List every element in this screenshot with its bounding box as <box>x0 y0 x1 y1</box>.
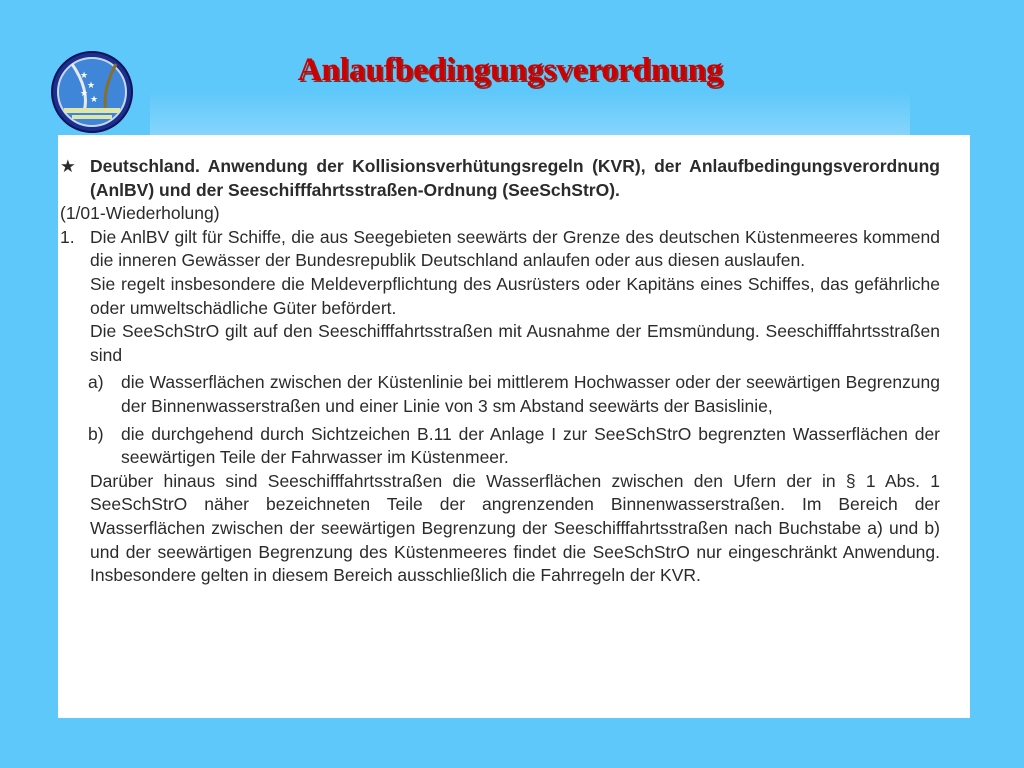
item-1-number: 1. <box>60 226 75 247</box>
document-heading: Deutschland. Anwendung der Kollisionsverhütungsregeln (KVR), der Anlaufbedingungsverordnung (AnlBV) und der Seeschifffahrtsstraßen-Ordnung (SeeSchStrO). <box>90 156 940 200</box>
ship-emblem-icon <box>50 50 134 134</box>
item-b-label: b) <box>88 423 104 444</box>
item-b <box>88 423 940 470</box>
document-text <box>60 155 940 588</box>
item-a-label: a) <box>88 372 104 393</box>
item-1-paragraph-1: Die AnlBV gilt für Schiffe, die aus Seegebieten seewärts der Grenze des deutschen Küstenmeeres kommend die inneren Gewässer der Bundesrepublik Deutschland anlaufen oder aus diesen auslaufen. <box>90 226 940 271</box>
svg-text:★: ★ <box>80 88 89 98</box>
page-title: Anlaufbedingungsverordnung <box>297 52 723 88</box>
svg-text:★: ★ <box>87 80 96 90</box>
svg-text:★: ★ <box>90 94 99 104</box>
heading-row <box>60 155 940 202</box>
svg-text:★: ★ <box>80 70 89 80</box>
item-1 <box>60 226 940 273</box>
item-1-paragraph-4: Darüber hinaus sind Seeschifffahrtsstraßen die Wasserflächen zwischen den Ufern der in § 1 Abs. 1 SeeSchStrO näher bezeichneten Teile der angrenzenden Binnenwasserstraßen. Im Bereich der Wasserflächen zwischen der seewärtigen Begrenzung der Seeschifffahrtsstraßen nach Buchstabe a) und b) und der seewärtigen Begrenzung des Küstenmeeres findet die SeeSchStrO nur eingeschränkt Anwendung. Insbesondere gelten in diesem Bereich ausschließlich die Fahrregeln der KVR. <box>90 470 940 586</box>
item-a <box>88 371 940 418</box>
document-subheading: (1/01-Wiederholung) <box>60 203 220 224</box>
document-panel <box>58 135 970 718</box>
item-a-text: die Wasserflächen zwischen der Küstenlinie bei mittlerem Hochwasser oder der seewärtigen Begrenzung der Binnenwasserstraßen und einer Linie von 3 sm Abstand seewärts der Basislinie, <box>121 372 940 416</box>
item-1-paragraph-2: Sie regelt insbesondere die Meldeverpflichtung des Ausrüsters oder Kapitäns eines Schiffes, das gefährliche oder umweltschädliche Güter befördert. <box>90 273 940 318</box>
title-glow <box>150 92 910 138</box>
item-1-paragraph-3: Die SeeSchStrO gilt auf den Seeschifffahrtsstraßen mit Ausnahme der Emsmündung. Seeschifffahrtsstraßen sind <box>90 321 940 365</box>
star-icon: ★ <box>60 156 76 176</box>
item-b-text: die durchgehend durch Sichtzeichen B.11 der Anlage I zur SeeSchStrO begrenzten Wasserflächen der seewärtigen Teile der Fahrwasser im Küstenmeer. <box>121 423 940 468</box>
